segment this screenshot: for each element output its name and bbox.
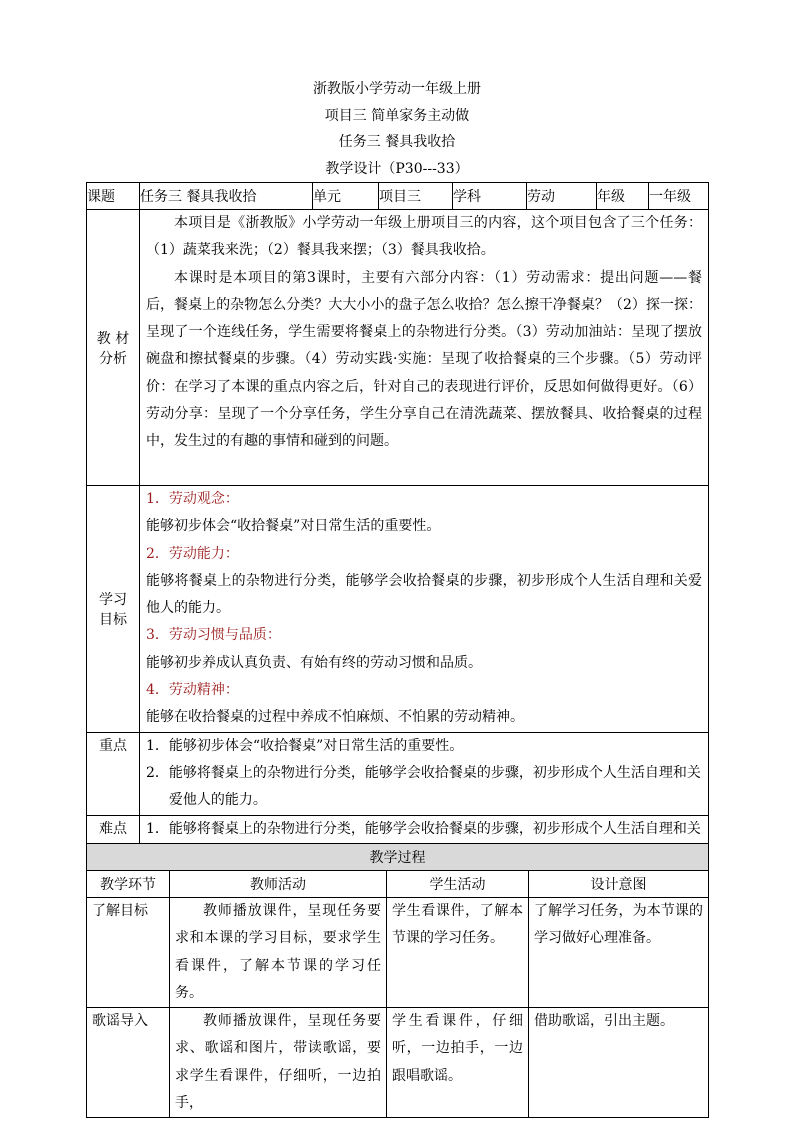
goal-heading-1: 1．劳动观念： bbox=[146, 491, 239, 507]
teacher-cell bbox=[170, 898, 387, 1008]
doc-title-line-1: 浙教版小学劳动一年级上册 bbox=[313, 81, 481, 97]
key-point-number: 1． bbox=[146, 737, 169, 754]
stage-text: 了解目标 bbox=[92, 903, 148, 919]
topic-value: 任务三 餐具我收拾 bbox=[140, 183, 313, 210]
subject-label: 学科 bbox=[453, 183, 527, 210]
doc-title-line-3: 任务三 餐具我收拾 bbox=[338, 134, 456, 150]
goals-label: 学习目标 bbox=[87, 486, 140, 733]
header-student: 学生活动 bbox=[387, 871, 529, 898]
intent-text: 借助歌谣，引出主题。 bbox=[534, 1013, 674, 1030]
header-intent: 设计意图 bbox=[529, 871, 709, 898]
stage-cell bbox=[87, 1008, 170, 1118]
process-header-row bbox=[87, 871, 709, 898]
goals-content bbox=[140, 486, 709, 733]
goal-heading-3: 3．劳动习惯与品质： bbox=[146, 627, 281, 644]
key-point-text: 能够初步体会“收拾餐桌”对日常生活的重要性。 bbox=[168, 737, 464, 754]
header-stage: 教学环节 bbox=[87, 871, 170, 898]
subject-value: 劳动 bbox=[527, 183, 597, 210]
student-text: 学生看课件，了解本节课的学习任务。 bbox=[392, 903, 523, 947]
doc-title-line-4: 教学设计（P30---33） bbox=[325, 160, 469, 177]
process-title: 教学过程 bbox=[87, 844, 709, 871]
doc-title-line-2: 项目三 简单家务主动做 bbox=[324, 107, 470, 124]
teacher-cell bbox=[170, 1008, 387, 1118]
unit-value: 项目三 bbox=[379, 183, 453, 210]
grade-value: 一年级 bbox=[649, 183, 709, 210]
difficulty-text: 能够将餐桌上的杂物进行分类，能够学会收拾餐桌的步骤，初步形成个人生活自理和关 bbox=[168, 820, 701, 837]
stage-cell bbox=[87, 898, 170, 1008]
key-point-text: 能够将餐桌上的杂物进行分类，能够学会收拾餐桌的步骤，初步形成个人生活自理和关爱他人的能力。 bbox=[168, 764, 701, 809]
goal-text-1: 能够初步体会“收拾餐桌”对日常生活的重要性。 bbox=[146, 518, 441, 535]
info-row bbox=[87, 183, 709, 210]
grade-label: 年级 bbox=[597, 183, 649, 210]
unit-label: 单元 bbox=[313, 183, 379, 210]
process-row bbox=[87, 1008, 709, 1118]
key-points-label: 重点 bbox=[87, 732, 140, 815]
goals-row bbox=[87, 486, 709, 733]
goal-text-4: 能够在收拾餐桌的过程中养成不怕麻烦、不怕累的劳动精神。 bbox=[146, 709, 524, 726]
lesson-info-table bbox=[86, 182, 709, 871]
goal-heading-4: 4．劳动精神： bbox=[146, 682, 239, 699]
student-text: 学生看课件，仔细听，一边拍手，一边跟唱歌谣。 bbox=[392, 1013, 523, 1084]
goal-heading-2: 2．劳动能力： bbox=[146, 545, 239, 562]
process-title-row bbox=[87, 844, 709, 871]
teaching-process-table bbox=[86, 843, 709, 1118]
difficulty-number: 1． bbox=[146, 820, 169, 837]
key-point-item bbox=[146, 733, 702, 760]
key-points-content bbox=[140, 732, 709, 815]
analysis-paragraph-1: 本项目是《浙教版》小学劳动一年级上册项目三的内容，这个项目包含了三个任务：（1）蔬菜我来洗；（2）餐具我来摆；（3）餐具我收拾。 bbox=[146, 215, 702, 259]
student-cell bbox=[387, 1008, 529, 1118]
process-row bbox=[87, 898, 709, 1008]
difficulties-label: 难点 bbox=[87, 815, 140, 871]
header-teacher: 教师活动 bbox=[170, 871, 387, 898]
goal-text-3: 能够初步养成认真负责、有始有终的劳动习惯和品质。 bbox=[146, 654, 482, 671]
analysis-label: 教 材分析 bbox=[87, 210, 140, 486]
analysis-content bbox=[140, 210, 709, 486]
topic-label: 课题 bbox=[87, 183, 140, 210]
teacher-text: 教师播放课件，呈现任务要求、歌谣和图片，带读歌谣，要求学生看课件，仔细听，一边拍手， bbox=[175, 1013, 381, 1112]
analysis-paragraph-2: 本课时是本项目的第3课时，主要有六部分内容：（1）劳动需求：提出问题——餐后，餐桌上的杂物怎么分类？大大小小的盘子怎么收拾？怎么擦干净餐桌？（2）探一探：呈现了一个连线任务，学生需要将餐桌上的杂物进行分类。（3）劳动加油站：呈现了摆放碗盘和擦拭餐桌的步骤。（4）劳动实践·实施：呈现了收拾餐桌的三个步骤。（5）劳动评价：在学习了本课的重点内容之后，针对自己的表现进行评价，反思如何做得更好。（6）劳动分享：呈现了一个分享任务，学生分享自己在清洗蔬菜、摆放餐具、收拾餐桌的过程中，发生过的有趣的事情和碰到的问题。 bbox=[146, 269, 702, 450]
analysis-row bbox=[87, 210, 709, 486]
key-point-number: 2． bbox=[146, 764, 169, 781]
intent-cell bbox=[529, 1008, 709, 1118]
key-point-item bbox=[146, 760, 702, 815]
teacher-text: 教师播放课件，呈现任务要求和本课的学习目标，要求学生看课件，了解本节课的学习任务。 bbox=[175, 903, 381, 1001]
student-cell bbox=[387, 898, 529, 1008]
goal-text-2: 能够将餐桌上的杂物进行分类，能够学会收拾餐桌的步骤，初步形成个人生活自理和关爱他人的能力。 bbox=[146, 572, 702, 617]
document-title-block bbox=[0, 76, 794, 182]
stage-text: 歌谣导入 bbox=[92, 1013, 148, 1030]
intent-text: 了解学习任务，为本节课的学习做好心理准备。 bbox=[534, 903, 703, 947]
intent-cell bbox=[529, 898, 709, 1008]
key-points-row bbox=[87, 732, 709, 815]
